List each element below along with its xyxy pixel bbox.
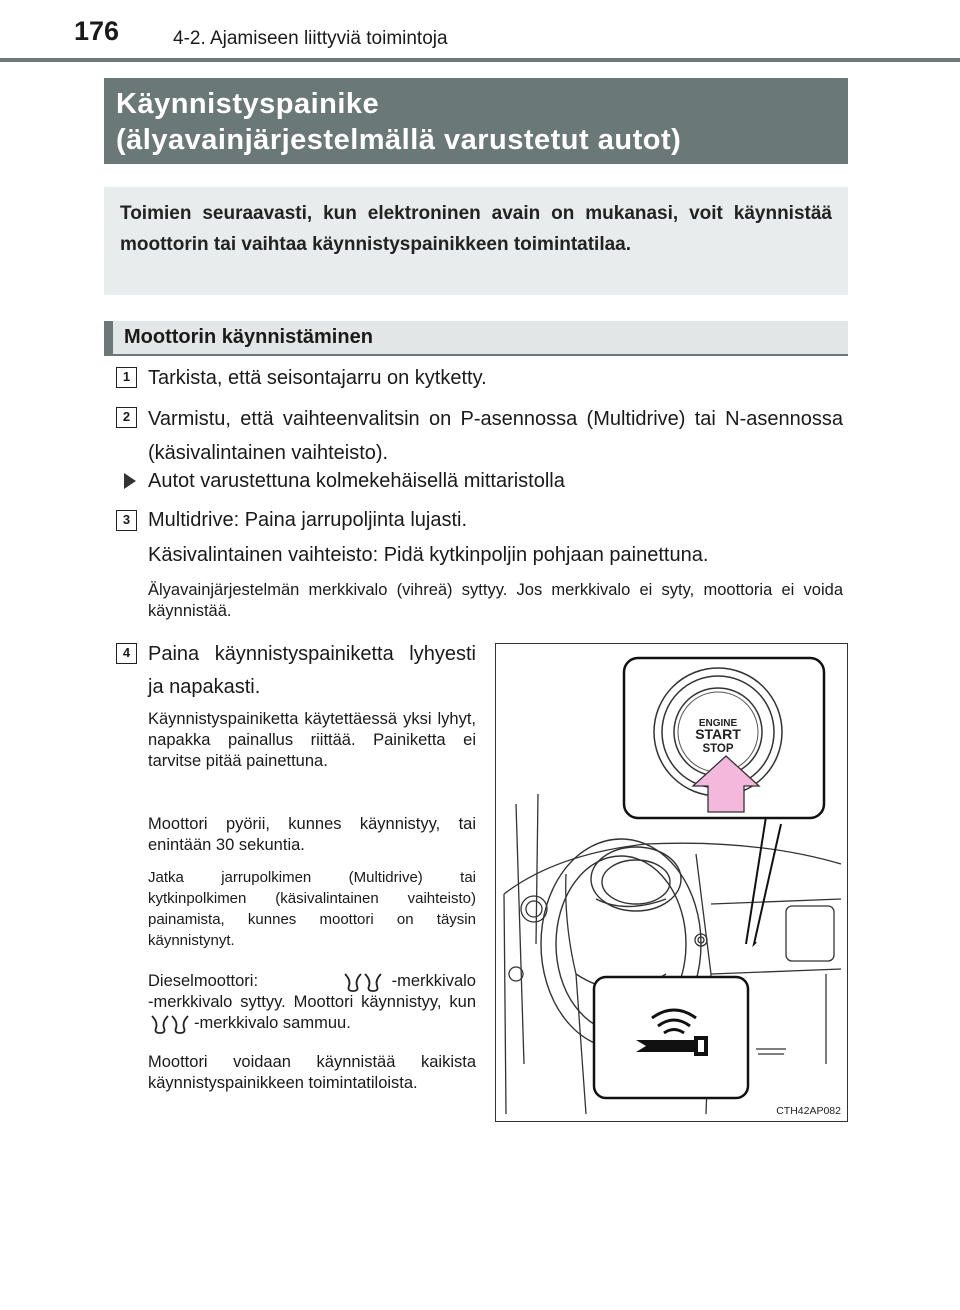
note-2: Moottori pyörii, kunnes käynnistyy, tai enintään 30 sekuntia. [148, 815, 476, 854]
step-1-text: Tarkista, että seisontajarru on kytketty. [148, 367, 487, 389]
step-badge-1: 1 [116, 367, 137, 388]
step-2-text: Varmistu, että vaihteenvalitsin on P-asennossa (Multidrive) tai N-asennossa (käsivalintainen vaihteisto). [148, 408, 843, 464]
engine-start-figure [495, 643, 848, 1122]
bullet-arrow-icon [124, 473, 136, 489]
step-3-note: Älyavainjärjestelmän merkkivalo (vihreä) syttyy. Jos merkkivalo ei syty, moottoria ei voida käynnistää. [148, 581, 843, 620]
note-4 [148, 971, 476, 1034]
title-line-1: Käynnistyspainike [116, 88, 380, 120]
step-badge-3: 3 [116, 510, 137, 531]
glow-plug-indicator-icon [148, 1014, 194, 1034]
note-5: Moottori voidaan käynnistää kaikista käynnistyspainikkeen toimintatiloista. [148, 1053, 476, 1092]
note-4-line3: -merkkivalo sammuu. [194, 1014, 351, 1032]
header-rule [0, 58, 960, 62]
note-1: Käynnistyspainiketta käytettäessä yksi lyhyt, napakka painallus riittää. Painiketta ei tarvitse pitää painettuna. [148, 710, 476, 770]
bullet-text: Autot varustettuna kolmekehäisellä mittaristolla [148, 470, 565, 492]
step-badge-2: 2 [116, 407, 137, 428]
step-badge-4: 4 [116, 643, 137, 664]
step-3-text: Multidrive: Paina jarrupoljinta lujasti. [148, 509, 468, 531]
note-4-inline [341, 971, 476, 992]
title-line-2: (älyavainjärjestelmällä varustetut autot) [116, 124, 682, 156]
intro-box: Toimien seuraavasti, kun elektroninen avain on mukanasi, voit käynnistää moottorin tai vaihtaa käynnistyspainikkeen toimintatilaa. [104, 187, 848, 295]
step-3-text-2: Käsivalintainen vaihteisto: Pidä kytkinpoljin pohjaan painettuna. [148, 544, 709, 566]
note-4-prefix: Dieselmoottori: [148, 972, 259, 990]
engine-button-label-3: STOP [702, 743, 734, 755]
page-number: 176 [74, 16, 120, 46]
sub-heading: Moottorin käynnistäminen [104, 321, 848, 356]
glow-plug-indicator-icon [341, 972, 387, 992]
section-title: 4-2. Ajamiseen liittyviä toimintoja [173, 28, 448, 49]
figure-code: CTH42AP082 [776, 1105, 841, 1117]
note-4-suffix: -merkkivalo [391, 972, 476, 990]
engine-button-label-2: START [695, 726, 741, 742]
engine-button-label-1: ENGINE [698, 718, 738, 729]
title-box [104, 78, 848, 164]
note-3: Jatka jarrupolkimen (Multidrive) tai kytkinpolkimen (käsivalintainen vaihteisto) painamista, kunnes moottori on täysin käynnistynyt. [148, 869, 476, 949]
note-4-line2: -merkkivalo syttyy. Moottori käynnistyy, kun [148, 993, 476, 1011]
step-4-text: Paina käynnistyspainiketta lyhyesti ja napakasti. [148, 643, 476, 698]
